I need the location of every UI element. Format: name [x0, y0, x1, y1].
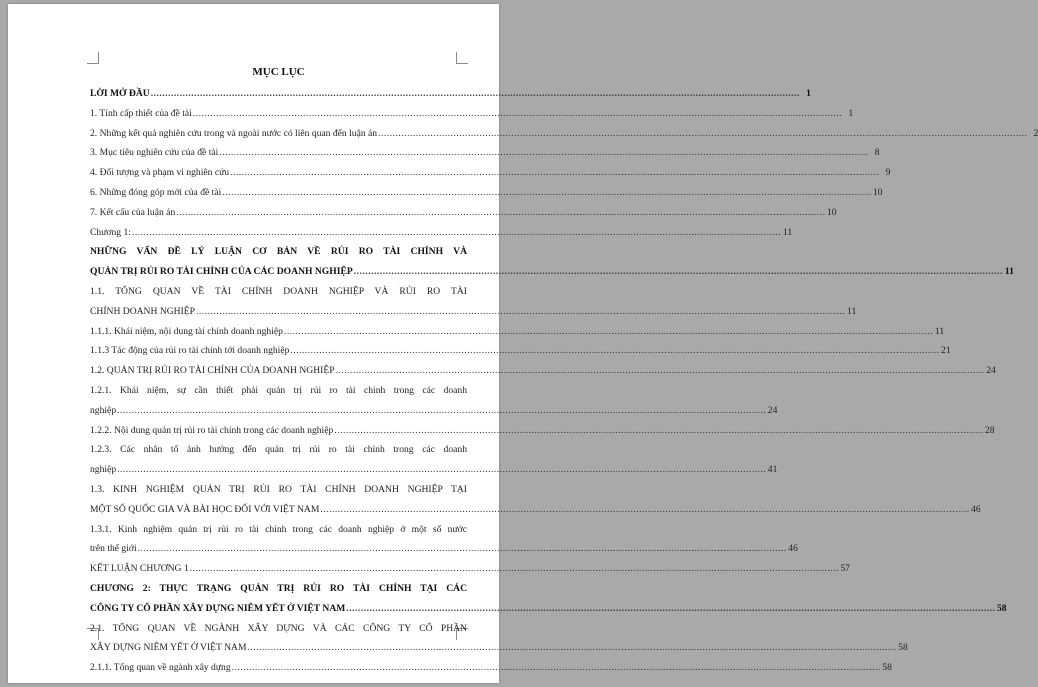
toc-page-number: 9: [885, 167, 891, 179]
toc-entry-text: nghiệp: [90, 464, 117, 476]
toc-dot-leader: [346, 599, 995, 619]
toc-page-number: 21: [941, 345, 951, 357]
toc-entry-text: KẾT LUẬN CHƯƠNG 1: [90, 563, 189, 575]
toc-dot-leader: [190, 559, 839, 579]
toc-entry[interactable]: [90, 421, 995, 441]
toc-dot-leader: [219, 143, 868, 163]
toc-entry-text: trên thế giới: [90, 543, 137, 555]
toc-page-number: 58: [882, 662, 892, 674]
toc-entry-text: 7. Kết cấu của luận án: [90, 206, 176, 218]
toc-entry[interactable]: [90, 658, 892, 678]
toc-page-number: 24: [986, 365, 996, 377]
toc-entry-text: 2.1.1. Tổng quan về ngành xây dựng: [90, 662, 231, 674]
toc-dot-leader: [151, 84, 800, 104]
toc-entry[interactable]: [90, 124, 1038, 144]
toc-page-number: 57: [840, 563, 850, 575]
toc-page-number: 28: [984, 424, 995, 436]
toc-entry-heading-line: 1.1. TỔNG QUAN VỀ TÀI CHÍNH DOANH NGHIỆP VÀ RỦI RO TÀI: [90, 285, 467, 297]
toc-entry-text: MỘT SỐ QUỐC GIA VÀ BÀI HỌC ĐỐI VỚI VIỆT NAM: [90, 503, 320, 515]
toc-page-number: 10: [872, 186, 883, 198]
toc-dot-leader: [117, 401, 766, 421]
toc-entry[interactable]: [90, 341, 951, 361]
toc-entry[interactable]: [90, 322, 945, 342]
toc-dot-leader: [232, 658, 881, 678]
toc-dot-leader: [290, 341, 939, 361]
toc-entry-text: CÔNG TY CỔ PHẦN XÂY DỰNG NIÊM YẾT Ở VIỆT NAM: [90, 602, 346, 614]
toc-dot-leader: [176, 203, 825, 223]
toc-dot-leader: [320, 500, 969, 520]
toc-entry-heading-line: 2.1. TỔNG QUAN VỀ NGÀNH XÂY DỰNG VÀ CÁC CÔNG TY CỔ PHẦN: [90, 622, 467, 634]
toc-entry[interactable]: [90, 520, 798, 560]
toc-page-number: 11: [782, 226, 793, 238]
toc-entry-text: 2. Những kết quả nghiên cứu trong và ngoài nước có liên quan đến luận án: [90, 127, 378, 139]
toc-entry-heading-line: 1.2.1. Khái niệm, sự cần thiết phải quản trị rủi ro tài chính trong các doanh: [90, 384, 467, 396]
toc-entry[interactable]: [90, 579, 1007, 619]
toc-entry[interactable]: [90, 223, 793, 243]
toc-entry-text: 1.2.2. Nội dung quản trị rủi ro tài chính trong các doanh nghiệp: [90, 424, 334, 436]
toc-entry[interactable]: [90, 381, 778, 421]
toc-entry[interactable]: [90, 104, 854, 124]
toc-page-number: 11: [1004, 266, 1014, 278]
toc-entry[interactable]: [90, 480, 981, 520]
toc-entry-heading-line: NHỮNG VẤN ĐỀ LÝ LUẬN CƠ BẢN VỀ RỦI RO TÀI CHÍNH VÀ: [90, 246, 467, 258]
toc-page-number: 1: [848, 107, 854, 119]
toc-entry-text: 1.1.3 Tác động của rủi ro tài chính tới doanh nghiệp: [90, 345, 290, 357]
toc-entry-text: 4. Đối tượng và phạm vi nghiên cứu: [90, 167, 230, 179]
toc-dot-leader: [230, 163, 879, 183]
toc-page-number: 58: [996, 602, 1007, 614]
toc-dot-leader: [284, 322, 933, 342]
toc-page-number: 24: [767, 404, 778, 416]
toc-dot-leader: [193, 104, 842, 124]
toc-entry[interactable]: [90, 84, 811, 104]
toc-dot-leader: [248, 638, 897, 658]
toc-entry-text: LỜI MỞ ĐẦU: [90, 88, 150, 99]
toc-entry[interactable]: [90, 619, 908, 659]
toc-entry[interactable]: [90, 203, 837, 223]
toc-page-number: 11: [847, 305, 857, 317]
toc-title: MỤC LỤC: [252, 66, 305, 78]
toc-entry-text: CHÍNH DOANH NGHIỆP: [90, 305, 195, 317]
toc-entry[interactable]: [90, 163, 891, 183]
toc-entry-heading-line: CHƯƠNG 2: THỰC TRẠNG QUẢN TRỊ RỦI RO TÀI CHÍNH TẠI CÁC: [90, 582, 467, 594]
toc-entry[interactable]: [90, 440, 778, 480]
toc-entry-text: 1.1.1. Khái niệm, nội dung tài chính doanh nghiệp: [90, 325, 283, 337]
toc-page-number: 41: [767, 464, 778, 476]
toc-page-number: 58: [898, 642, 908, 654]
toc-page-number: 11: [934, 325, 945, 337]
toc-entry-heading-line: 1.3. KINH NGHIỆM QUẢN TRỊ RỦI RO TÀI CHÍNH DOANH NGHIỆP TẠI: [90, 483, 467, 495]
toc-dot-leader: [378, 124, 1027, 144]
toc-entry[interactable]: [90, 242, 1014, 282]
toc-page-number: 2: [1033, 127, 1038, 139]
toc-entry-heading-line: 1.2.3. Các nhân tố ảnh hưởng đến quản trị rủi ro tài chính trong các doanh: [90, 444, 467, 456]
toc-dot-leader: [132, 223, 781, 243]
toc-entry[interactable]: [90, 183, 883, 203]
toc-page-number: 10: [826, 206, 837, 218]
toc-entry-heading-line: 1.3.1. Kinh nghiệm quản trị rủi ro tài chính trong các doanh nghiệp ở một số nước: [90, 523, 467, 535]
toc-dot-leader: [334, 421, 983, 441]
document-page: [8, 4, 1038, 683]
toc-page-number: 46: [788, 543, 798, 555]
crop-mark-top-left: [87, 52, 99, 64]
toc-entry[interactable]: [90, 361, 996, 381]
toc-entry-text: 6. Những đóng góp mới của đề tài: [90, 186, 222, 198]
toc-entry[interactable]: [90, 559, 850, 579]
toc-dot-leader: [222, 183, 871, 203]
toc-dot-leader: [336, 361, 985, 381]
toc-entry-text: 3. Mục tiêu nghiên cứu của đề tài: [90, 147, 219, 159]
toc-entry-text: 1. Tính cấp thiết của đề tài: [90, 107, 192, 119]
toc-page-number: 46: [971, 503, 981, 515]
toc-entry-text: QUẢN TRỊ RỦI RO TÀI CHÍNH CỦA CÁC DOANH NGHIỆP: [90, 266, 353, 278]
toc-entry-text: Chương 1:: [90, 226, 131, 238]
toc-entry[interactable]: [90, 143, 880, 163]
toc-entry-text: XÂY DỰNG NIÊM YẾT Ở VIỆT NAM: [90, 642, 247, 654]
toc-dot-leader: [354, 262, 1003, 282]
table-of-contents: [90, 84, 1038, 678]
toc-dot-leader: [196, 302, 845, 322]
toc-page-number: 1: [806, 88, 811, 99]
toc-page-number: 8: [874, 147, 880, 159]
toc-entry-text: 1.2. QUẢN TRỊ RỦI RO TÀI CHÍNH CỦA DOANH NGHIỆP: [90, 365, 335, 377]
toc-entry[interactable]: [90, 282, 857, 322]
crop-mark-top-right: [456, 52, 468, 64]
toc-dot-leader: [117, 460, 766, 480]
toc-entry-text: nghiệp: [90, 404, 117, 416]
toc-dot-leader: [138, 539, 787, 559]
